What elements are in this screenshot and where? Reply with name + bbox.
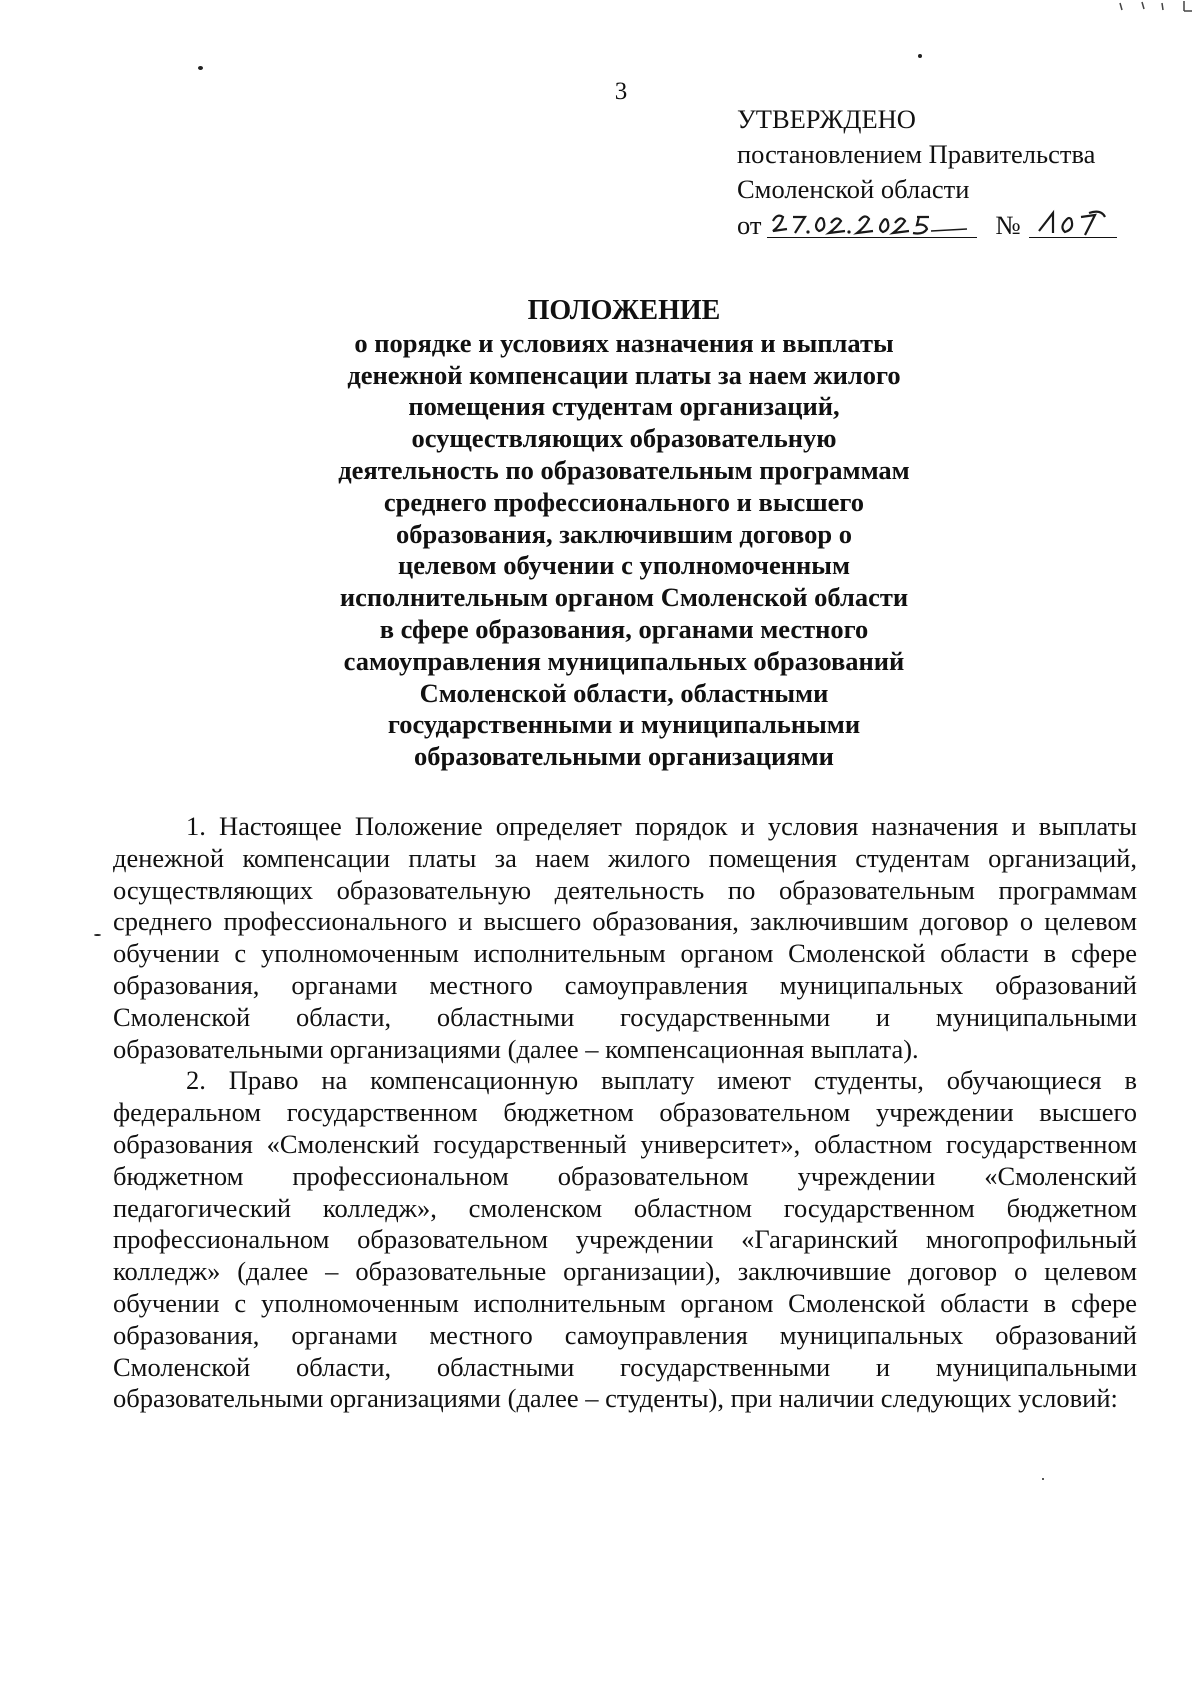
- title-line: осуществляющих образовательную: [411, 423, 837, 454]
- title-line: самоуправления муниципальных образований: [343, 645, 905, 676]
- handwritten-date-field: [767, 207, 977, 238]
- title-line: денежной компенсации платы за наем жилого: [347, 359, 901, 390]
- title-line: государственными и муниципальными: [387, 709, 861, 740]
- approval-line-2: Смоленской области: [737, 174, 970, 204]
- handwritten-number-field: [1029, 207, 1117, 238]
- number-sign: №: [995, 210, 1021, 240]
- title-line: образовательными организациями: [414, 741, 834, 772]
- scan-speck: [918, 54, 922, 58]
- paragraph-2: 2. Право на компенсационную выплату имеют студенты, обучающиеся в федеральном государственном бюджетном образовательном учреждении высшего образования «Смоленский государственный университет», областном государственном бюджетном профессиональном образовательном учреждении «Смоленский педагогический колледж», смоленском областном государственном бюджетном профессиональном образовательном учреждении «Гагаринский многопрофильный колледж» (далее – образовательные организации), заключившие договор о целевом обучении с уполномоченным исполнительным органом Смоленской области в сфере образования, органами местного самоуправления муниципальных образований Смоленской области, областными государственными и муниципальными образовательными организациями (далее – студенты), при наличии следующих условий:: [113, 1065, 1137, 1414]
- title-line: Смоленской области, областными: [419, 677, 829, 708]
- handwritten-number: [1029, 207, 1117, 241]
- approval-heading: УТВЕРЖДЕНО: [737, 104, 916, 134]
- title-line: среднего профессионального и высшего: [383, 486, 865, 517]
- approval-stamp-block: [737, 102, 1117, 243]
- scan-artifact-marks: [1102, 1, 1192, 13]
- approval-date-row: [737, 207, 1117, 243]
- document-title-block: [300, 295, 948, 773]
- scan-speck: [198, 66, 203, 70]
- title-line: о порядке и условиях назначения и выплаты: [354, 327, 894, 358]
- title-line: целевом обучении с уполномоченным: [397, 550, 851, 581]
- paragraph-1: 1. Настоящее Положение определяет порядок и условия назначения и выплаты денежной компенсации платы за наем жилого помещения студентам организаций, осуществляющих образовательную деятельность по образовательным программам среднего профессионального и высшего образования, заключившим договор о целевом обучении с уполномоченным исполнительным органом Смоленской области в сфере образования, органами местного самоуправления муниципальных образований Смоленской области, областными государственными и муниципальными образовательными организациями (далее – компенсационная выплата).: [113, 811, 1137, 1064]
- title-line: помещения студентам организаций,: [408, 391, 840, 422]
- page-number: 3: [614, 78, 628, 105]
- title-line: образования, заключившим договор о: [396, 518, 852, 549]
- scan-artifact: [1102, 0, 1192, 12]
- scan-speck: [1042, 1478, 1044, 1480]
- date-prefix: от: [737, 210, 762, 240]
- approval-line-1: постановлением Правительства: [737, 139, 1096, 169]
- title-line: в сфере образования, органами местного: [379, 613, 869, 644]
- document-title: ПОЛОЖЕНИЕ: [527, 295, 721, 326]
- scan-speck: [94, 934, 101, 936]
- document-body: [113, 811, 1137, 1415]
- handwritten-date: [767, 207, 977, 241]
- title-line: деятельность по образовательным программам: [338, 454, 910, 485]
- title-line: исполнительным органом Смоленской области: [339, 582, 909, 613]
